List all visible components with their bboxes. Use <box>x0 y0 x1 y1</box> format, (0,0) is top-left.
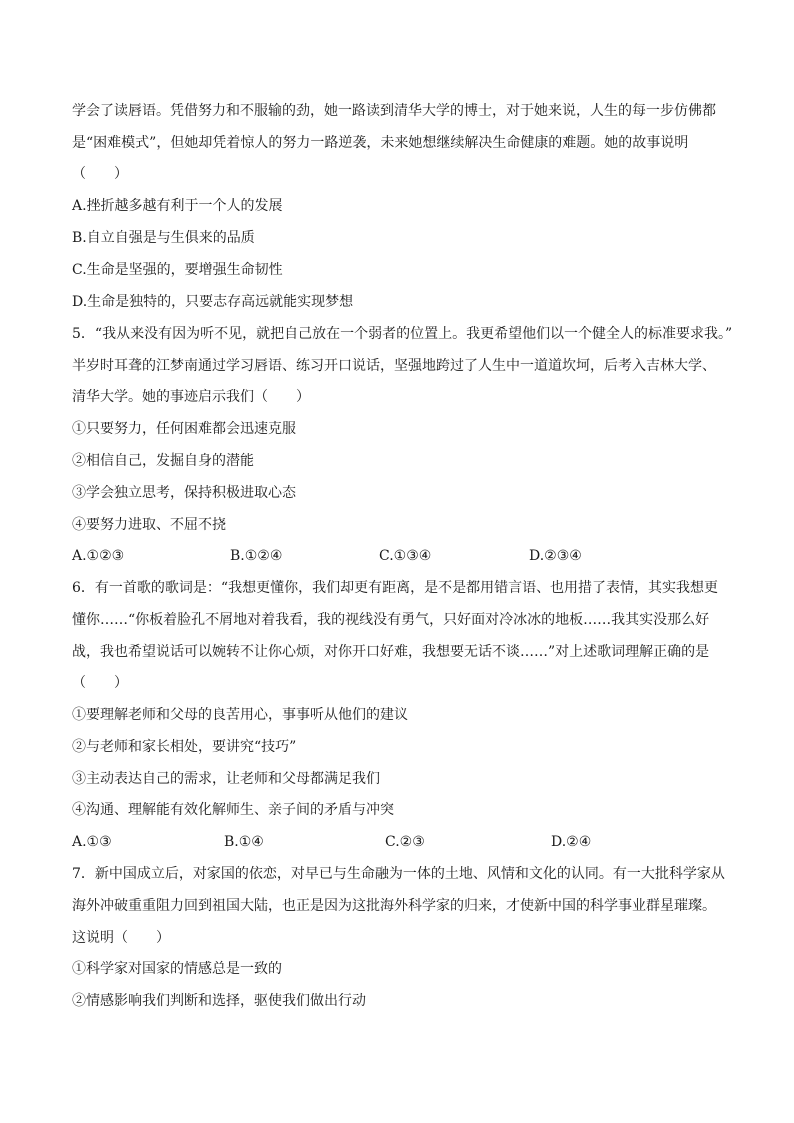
q4-blank: （ ） <box>72 166 128 182</box>
q7-line-1: 7．新中国成立后，对家国的依恋，对早已与生命融为一体的土地、风情和文化的认同。有一大批科学家从 <box>72 866 725 882</box>
q5-statement-3: ③学会独立思考，保持积极进取心态 <box>72 485 296 501</box>
q6-statement-4: ④沟通、理解能有效化解师生、亲子间的矛盾与冲突 <box>72 802 394 818</box>
q4-line-2: 是“困难模式”，但她却凭着惊人的努力一路逆袭，未来她想继续解决生命健康的难题。她的故事说明 <box>72 135 689 151</box>
q6-statement-2: ②与老师和家长相处，要讲究“技巧” <box>72 739 297 755</box>
q6-statement-1: ①要理解老师和父母的良苦用心，事事听从他们的建议 <box>72 707 408 723</box>
q5-choice-c: C.①③④ <box>379 548 432 564</box>
q7-line-3: 这说明（ ） <box>72 930 170 946</box>
q4-line-1: 学会了读唇语。凭借努力和不服输的劲，她一路读到清华大学的博士，对于她来说，人生的每一步仿佛都 <box>72 103 716 119</box>
q5-choice-b: B.①②④ <box>230 548 283 564</box>
q6-blank: （ ） <box>72 675 128 691</box>
q6-choice-c: C.②③ <box>385 834 425 850</box>
q4-option-a: A.挫折越多越有利于一个人的发展 <box>72 198 283 214</box>
q6-line-1: 6．有一首歌的歌词是：“我想更懂你，我们却更有距离，是不是都用错言语、也用措了表情，其实我想更 <box>72 580 719 596</box>
q4-option-c: C.生命是坚强的，要增强生命韧性 <box>72 262 283 278</box>
q7-statement-2: ②情感影响我们判断和选择，驱使我们做出行动 <box>72 993 366 1009</box>
q5-line-2: 半岁时耳聋的江梦南通过学习唇语、练习开口说话，坚强地跨过了人生中一道道坎坷，后考入吉林大学、 <box>72 358 716 374</box>
q5-statement-4: ④要努力进取、不屈不挠 <box>72 517 226 533</box>
q5-line-3: 清华大学。她的事迹启示我们（ ） <box>72 389 310 405</box>
q6-choice-a: A.①③ <box>72 834 112 850</box>
q6-line-2: 懂你……“你板着脸孔不屑地对着我看，我的视线没有勇气，只好面对冷冰冰的地板……我其实没那么好 <box>72 612 710 628</box>
q6-statement-3: ③主动表达自己的需求，让老师和父母都满足我们 <box>72 771 380 787</box>
q5-statement-2: ②相信自己，发掘自身的潜能 <box>72 453 254 469</box>
q5-choice-a: A.①②③ <box>72 548 125 564</box>
q4-option-d: D.生命是独特的，只要志存高远就能实现梦想 <box>72 294 354 310</box>
q5-line-1: 5．“我从来没有因为听不见，就把自己放在一个弱者的位置上。我更希望他们以一个健全人的标准要求我。” <box>72 326 733 342</box>
q7-statement-1: ①科学家对国家的情感总是一致的 <box>72 961 282 977</box>
q6-choice-d: D.②④ <box>551 834 592 850</box>
q6-line-3: 战，我也希望说话可以婉转不让你心烦，对你开口好难，我想要无话不谈……”对上述歌词理解正确的是 <box>72 644 710 660</box>
q6-choice-b: B.①④ <box>224 834 264 850</box>
q5-statement-1: ①只要努力，任何困难都会迅速克服 <box>72 421 296 437</box>
q5-choice-d: D.②③④ <box>529 548 582 564</box>
q4-option-b: B.自立自强是与生俱来的品质 <box>72 230 255 246</box>
q7-line-2: 海外冲破重重阻力回到祖国大陆，也正是因为这批海外科学家的归来，才使新中国的科学事业群星璀璨。 <box>72 898 716 914</box>
